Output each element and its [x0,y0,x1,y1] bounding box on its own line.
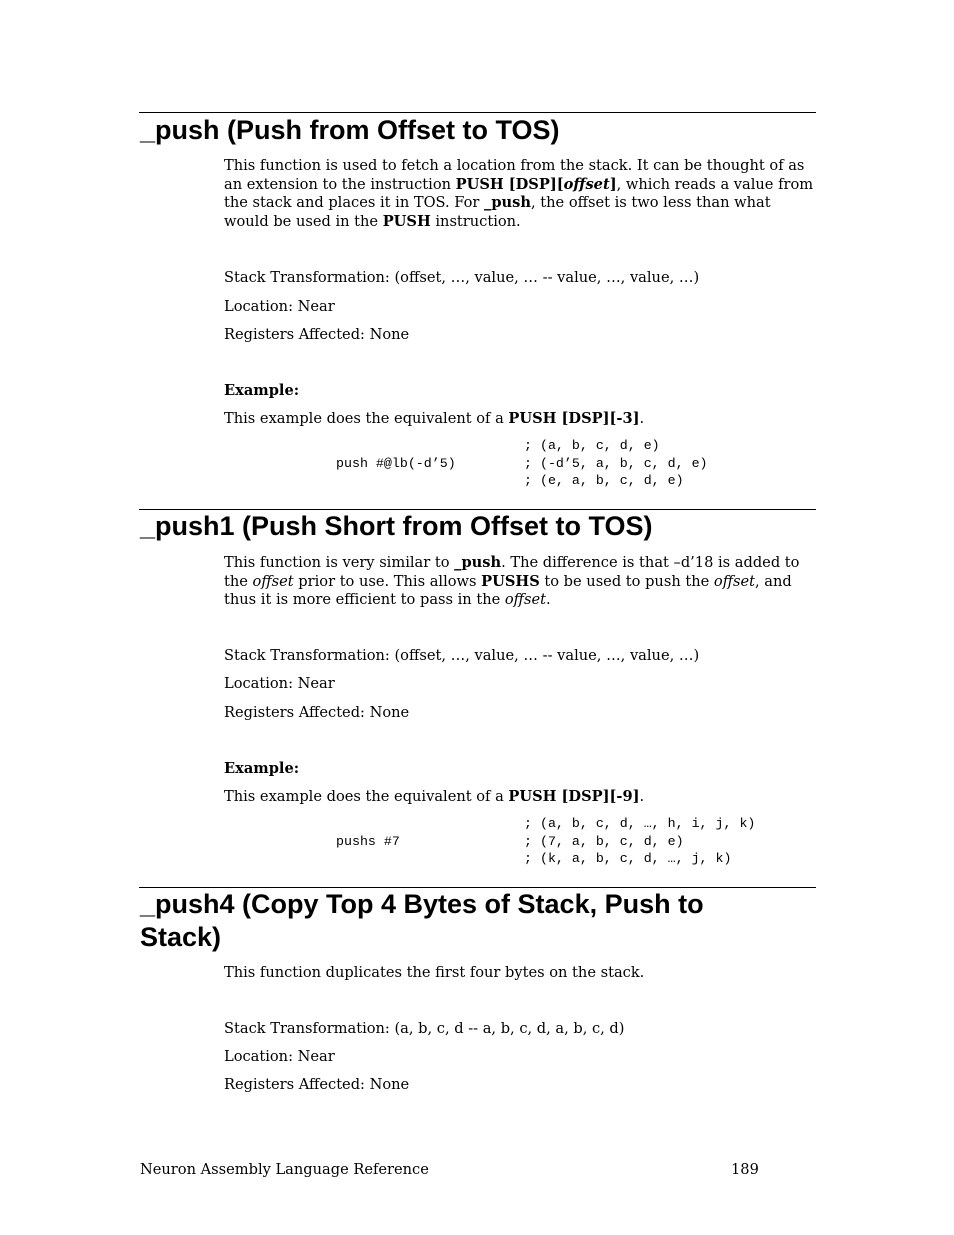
stack-transformation: Stack Transformation: (offset, …, value, … -- value, …, value, …) [224,647,700,664]
example-description: This example does the equivalent of a PUSH [DSP][-9]. [224,788,645,805]
section-description: This function is very similar to _push. The difference is that –d’18 is added to the offset prior to use. This allows PUSHS to be used to push the offset, and thus it is more efficient to pass in the offset. [224,554,800,608]
code-comment: ; (e, a, b, c, d, e) [524,473,684,488]
stack-transformation: Stack Transformation: (offset, …, value, … -- value, …, value, …) [224,269,700,286]
section-divider [139,112,816,113]
example-label: Example: [224,382,300,399]
code-comment: ; (a, b, c, d, e) [524,438,660,453]
code-comment: ; (7, a, b, c, d, e) [524,834,684,849]
code-comment: ; (k, a, b, c, d, …, j, k) [524,851,732,866]
page-number: 189 [731,1161,759,1178]
registers-affected: Registers Affected: None [224,1076,410,1093]
example-description: This example does the equivalent of a PUSH [DSP][-3]. [224,410,645,427]
section-description: This function is used to fetch a location from the stack. It can be thought of as an extension to the instruction PUSH [DSP][offset], which reads a value from the stack and places it in TOS. For _push, the offset is two less than what would be used in the PUSH instruction. [224,157,814,230]
footer-title: Neuron Assembly Language Reference [140,1161,429,1178]
location: Location: Near [224,298,335,315]
section-title-push4: _push4 (Copy Top 4 Bytes of Stack, Push to Stack) [140,889,704,952]
location: Location: Near [224,675,335,692]
example-label: Example: [224,760,300,777]
code-instruction: push #@lb(-d’5) [336,456,456,471]
code-instruction: pushs #7 [336,834,400,849]
code-comment: ; (-d’5, a, b, c, d, e) [524,456,708,471]
section-title-push1: _push1 (Push Short from Offset to TOS) [140,511,653,541]
registers-affected: Registers Affected: None [224,704,410,721]
registers-affected: Registers Affected: None [224,326,410,343]
section-title-push: _push (Push from Offset to TOS) [140,115,560,145]
stack-transformation: Stack Transformation: (a, b, c, d -- a, b, c, d, a, b, c, d) [224,1020,625,1037]
location: Location: Near [224,1048,335,1065]
code-comment: ; (a, b, c, d, …, h, i, j, k) [524,816,756,831]
section-description: This function duplicates the first four bytes on the stack. [224,964,645,981]
